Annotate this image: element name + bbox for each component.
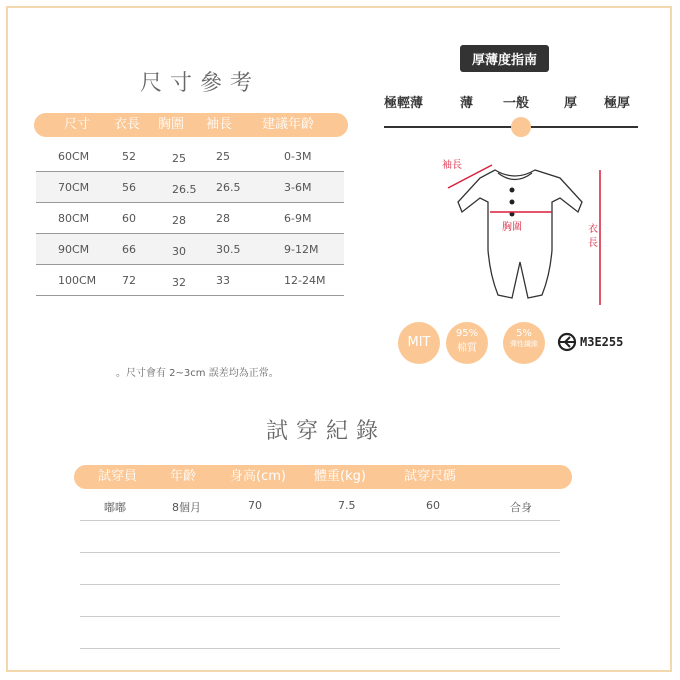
size-cell-chest: 32 <box>172 276 186 289</box>
size-row-divider <box>36 202 344 203</box>
thickness-indicator <box>511 117 531 137</box>
size-cell-length: 66 <box>122 243 136 256</box>
spandex-percent: 5% <box>516 328 532 339</box>
size-note: 。尺寸會有 2~3cm 誤差均為正常。 <box>116 368 279 379</box>
thickness-level-thick: 厚 <box>564 96 578 111</box>
trial-divider <box>80 552 560 553</box>
trial-cell-fit: 合身 <box>510 501 532 514</box>
size-cell-length: 60 <box>122 212 136 225</box>
size-cell-size: 60CM <box>58 150 90 163</box>
chest-label: 胸圍 <box>502 222 522 233</box>
size-header-sleeve: 袖長 <box>206 117 233 132</box>
thickness-level-normal: 一般 <box>503 96 530 111</box>
size-cell-sleeve: 28 <box>216 212 230 225</box>
sleeve-label: 袖長 <box>442 160 462 171</box>
size-chart-title: 尺寸參考 <box>140 71 261 96</box>
size-cell-age: 9-12M <box>284 243 319 256</box>
size-cell-length: 52 <box>122 150 136 163</box>
thickness-level-thin: 薄 <box>460 96 474 111</box>
trial-header-size: 試穿尺碼 <box>404 469 457 484</box>
size-cell-age: 6-9M <box>284 212 312 225</box>
size-cell-chest: 25 <box>172 152 186 165</box>
trial-header-weight: 體重(kg) <box>314 469 366 484</box>
size-row-divider <box>36 295 344 296</box>
trial-header-bar <box>74 465 572 489</box>
trial-divider <box>80 520 560 521</box>
size-row-divider <box>36 233 344 234</box>
trial-divider <box>80 648 560 649</box>
size-header-age: 建議年齡 <box>262 117 315 132</box>
size-cell-sleeve: 25 <box>216 150 230 163</box>
trial-cell-size: 60 <box>426 499 440 512</box>
trial-divider <box>80 616 560 617</box>
size-cell-size: 90CM <box>58 243 90 256</box>
trial-header-tester: 試穿員 <box>98 469 138 484</box>
size-header-size: 尺寸 <box>64 117 91 132</box>
size-header-length: 衣長 <box>114 117 141 132</box>
romper-diagram <box>420 150 620 315</box>
length-label-1: 衣 <box>588 224 598 235</box>
bsmi-cert-icon <box>556 332 578 352</box>
size-row-divider <box>36 171 344 172</box>
size-cell-size: 100CM <box>58 274 97 287</box>
size-cell-chest: 28 <box>172 214 186 227</box>
size-cell-age: 12-24M <box>284 274 326 287</box>
size-cell-sleeve: 26.5 <box>216 181 241 194</box>
trial-cell-height: 70 <box>248 499 262 512</box>
length-label-2: 長 <box>588 238 598 249</box>
size-cell-age: 3-6M <box>284 181 312 194</box>
size-cell-length: 56 <box>122 181 136 194</box>
cotton-label: 棉質 <box>457 343 477 354</box>
spandex-badge <box>503 322 545 364</box>
size-cell-age: 0-3M <box>284 150 312 163</box>
trial-title: 試穿紀錄 <box>266 419 387 444</box>
mit-badge: MIT <box>398 322 440 364</box>
romper-outline-icon <box>458 170 582 298</box>
cert-code: M3E255 <box>580 335 624 349</box>
size-cell-sleeve: 30.5 <box>216 243 241 256</box>
size-cell-size: 70CM <box>58 181 90 194</box>
spandex-label: 彈性纖維 <box>510 340 538 348</box>
size-cell-size: 80CM <box>58 212 90 225</box>
size-row-divider <box>36 264 344 265</box>
cotton-percent: 95% <box>455 328 479 339</box>
trial-divider <box>80 584 560 585</box>
trial-header-height: 身高(cm) <box>230 469 286 484</box>
thickness-title: 厚薄度指南 <box>460 45 549 72</box>
trial-header-age: 年齡 <box>170 469 197 484</box>
cotton-badge <box>446 322 488 364</box>
size-cell-chest: 30 <box>172 245 186 258</box>
size-header-chest: 胸圍 <box>158 117 185 132</box>
thickness-level-extra-thin: 極輕薄 <box>384 96 424 111</box>
size-chart-header-bar <box>34 113 348 137</box>
size-cell-sleeve: 33 <box>216 274 230 287</box>
trial-cell-tester: 嘟嘟 <box>104 501 126 514</box>
thickness-level-extra-thick: 極厚 <box>604 96 631 111</box>
trial-cell-age: 8個月 <box>172 501 201 514</box>
trial-cell-weight: 7.5 <box>338 499 356 512</box>
size-cell-chest: 26.5 <box>172 183 197 196</box>
size-cell-length: 72 <box>122 274 136 287</box>
